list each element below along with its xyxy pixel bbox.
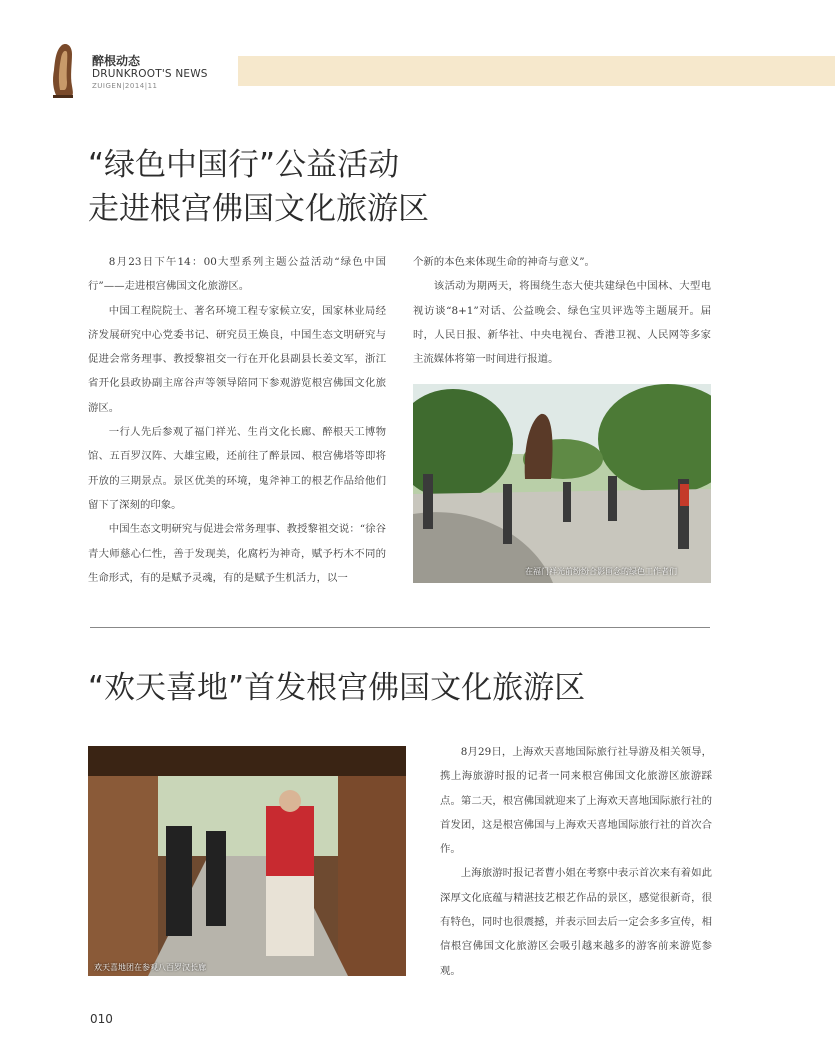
article1-right-column	[413, 250, 711, 371]
article2-photo	[88, 746, 406, 976]
paragraph: 个新的本色来体现生命的神奇与意义”。	[413, 256, 595, 268]
section-title-english: DRUNKROOT'S NEWS	[92, 68, 208, 80]
header-accent-bar	[238, 56, 835, 86]
paragraph: 中国工程院院士、著名环境工程专家候立安，国家林业局经济发展研究中心党委书记、研究员王焕良，中国生态文明研究与促进会常务理事、教授黎祖交一行在开化县副县长姜文军，浙江省开化县政协副主席谷声等领导陪同下参观游览根宫佛国文化旅游区。	[88, 304, 386, 414]
article2-column	[440, 740, 712, 983]
paragraph: 该活动为期两天，将围绕生态大使共建绿色中国林、大型电视访谈“8+1”对话、公益晚会、绿色宝贝评选等主题展开。届时，人民日报、新华社、中央电视台、香港卫视、人民网等多家主流媒体将第一时间进行报道。	[413, 280, 711, 366]
article1-title-line1: “绿色中国行”公益活动	[88, 147, 400, 183]
page-number: 010	[90, 1012, 113, 1026]
paragraph: 8月23日下午14：00大型系列主题公益活动“绿色中国行”——走进根宫佛国文化旅游区。	[88, 256, 386, 293]
paragraph: 上海旅游时报记者曹小姐在考察中表示首次来有着如此深厚文化底蕴与精湛技艺根艺作品的景区，感觉很新奇，很有特色，同时也很震撼，并表示回去后一定会多多宣传，相信根宫佛国文化旅游区会吸引越来越多的游客前来游览参观。	[440, 867, 712, 977]
corridor-tour-photo-image	[88, 746, 406, 976]
article1-left-column	[88, 250, 386, 590]
article1-photo	[413, 384, 711, 583]
paragraph: 中国生态文明研究与促进会常务理事、教授黎祖交说：“徐谷青大师慈心仁性，善于发现美，化腐朽为神奇，赋予朽木不同的生命形式，有的是赋予灵魂，有的是赋予生机活力，以一	[88, 523, 386, 584]
article1-title-line2: 走进根宫佛国文化旅游区	[88, 191, 429, 227]
root-carving-logo-icon	[50, 42, 76, 98]
section-divider	[90, 627, 710, 628]
paragraph: 8月29日，上海欢天喜地国际旅行社导游及相关领导，携上海旅游时报的记者一同来根宫佛国文化旅游区旅游踩点。第二天，根宫佛国就迎来了上海欢天喜地国际旅行社的首发团，这是根宫佛国与上海欢天喜地国际旅行社的首次合作。	[440, 746, 712, 856]
plaza-group-photo-image	[413, 384, 711, 583]
paragraph: 一行人先后参观了福门祥光、生肖文化长廊、醉根天工博物馆、五百罗汉阵、大雄宝殿，还前往了醉景园、根宫佛塔等即将开放的三期景点。景区优美的环境，鬼斧神工的根艺作品给他们留下了深刻的印象。	[88, 426, 386, 511]
article1-photo-caption: 在福门祥光前纷纷合影留念的绿色工作者们	[525, 567, 677, 576]
section-title: 醉根动态	[92, 54, 141, 68]
article2-title: “欢天喜地”首发根宫佛国文化旅游区	[88, 670, 586, 706]
article2-photo-caption: 欢天喜地团在参观八百罗汉长廊	[94, 963, 206, 972]
issue-label: ZUIGEN|2014|11	[92, 82, 158, 90]
